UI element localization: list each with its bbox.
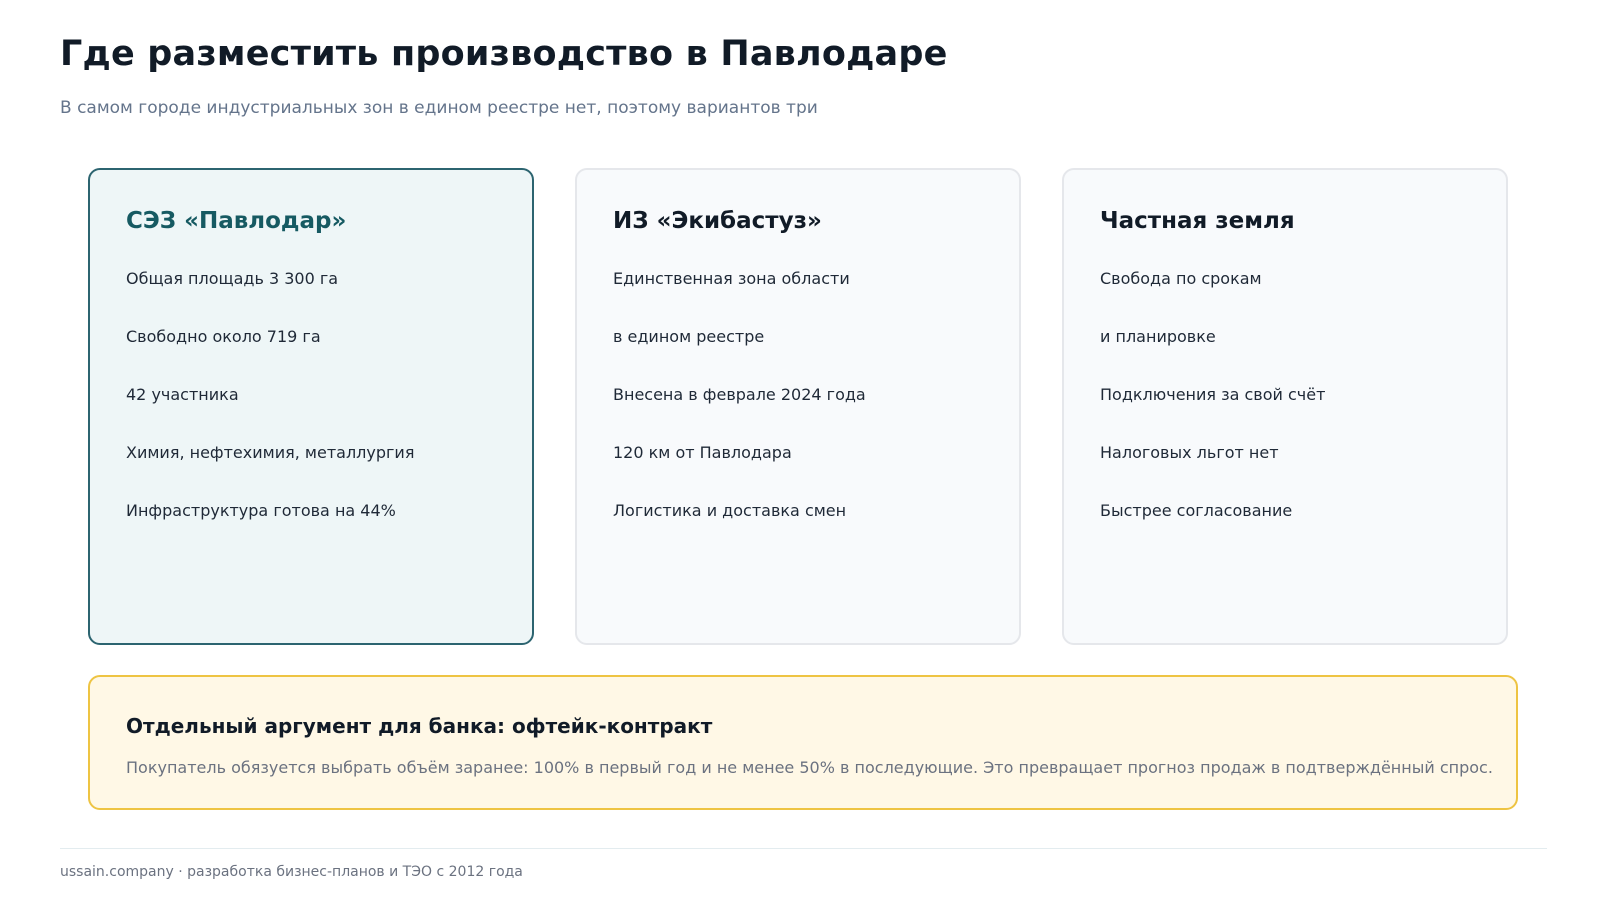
offtake-note <box>88 675 1518 810</box>
note-title: Отдельный аргумент для банка: офтейк-контракт <box>126 714 713 738</box>
footer-text: ussain.company · разработка бизнес-планов и ТЭО с 2012 года <box>60 864 523 880</box>
card-title: СЭЗ «Павлодар» <box>126 208 347 234</box>
card-title: ИЗ «Экибастуз» <box>613 208 822 234</box>
list-item: Подключения за свой счёт <box>1100 385 1326 404</box>
card-private-land <box>1062 168 1508 645</box>
list-item: Логистика и доставка смен <box>613 501 847 520</box>
page-title: Где разместить производство в Павлодаре <box>60 34 948 74</box>
list-item: и планировке <box>1100 327 1216 346</box>
card-sez-pavlodar <box>88 168 534 645</box>
list-item: Химия, нефтехимия, металлургия <box>126 443 415 462</box>
card-iz-ekibastuz <box>575 168 1021 645</box>
list-item: Общая площадь 3 300 га <box>126 269 339 288</box>
list-item: 120 км от Павлодара <box>613 443 792 462</box>
list-item: Быстрее согласование <box>1100 501 1293 520</box>
page-subtitle: В самом городе индустриальных зон в едином реестре нет, поэтому вариантов три <box>60 98 818 118</box>
list-item: Внесена в феврале 2024 года <box>613 385 866 404</box>
list-item: Единственная зона области <box>613 269 850 288</box>
list-item: в едином реестре <box>613 327 765 346</box>
card-list <box>613 268 983 558</box>
list-item: Налоговых льгот нет <box>1100 443 1279 462</box>
card-title: Частная земля <box>1100 208 1295 234</box>
list-item: Свобода по срокам <box>1100 269 1262 288</box>
footer-divider <box>60 848 1547 849</box>
list-item: Свободно около 719 га <box>126 327 321 346</box>
list-item: 42 участника <box>126 385 239 404</box>
card-list <box>126 268 496 558</box>
note-text: Покупатель обязуется выбрать объём заранее: 100% в первый год и не менее 50% в последующие. Это превращает прогноз продаж в подтверждённый спрос. <box>126 758 1493 777</box>
card-list <box>1100 268 1470 558</box>
list-item: Инфраструктура готова на 44% <box>126 501 396 520</box>
